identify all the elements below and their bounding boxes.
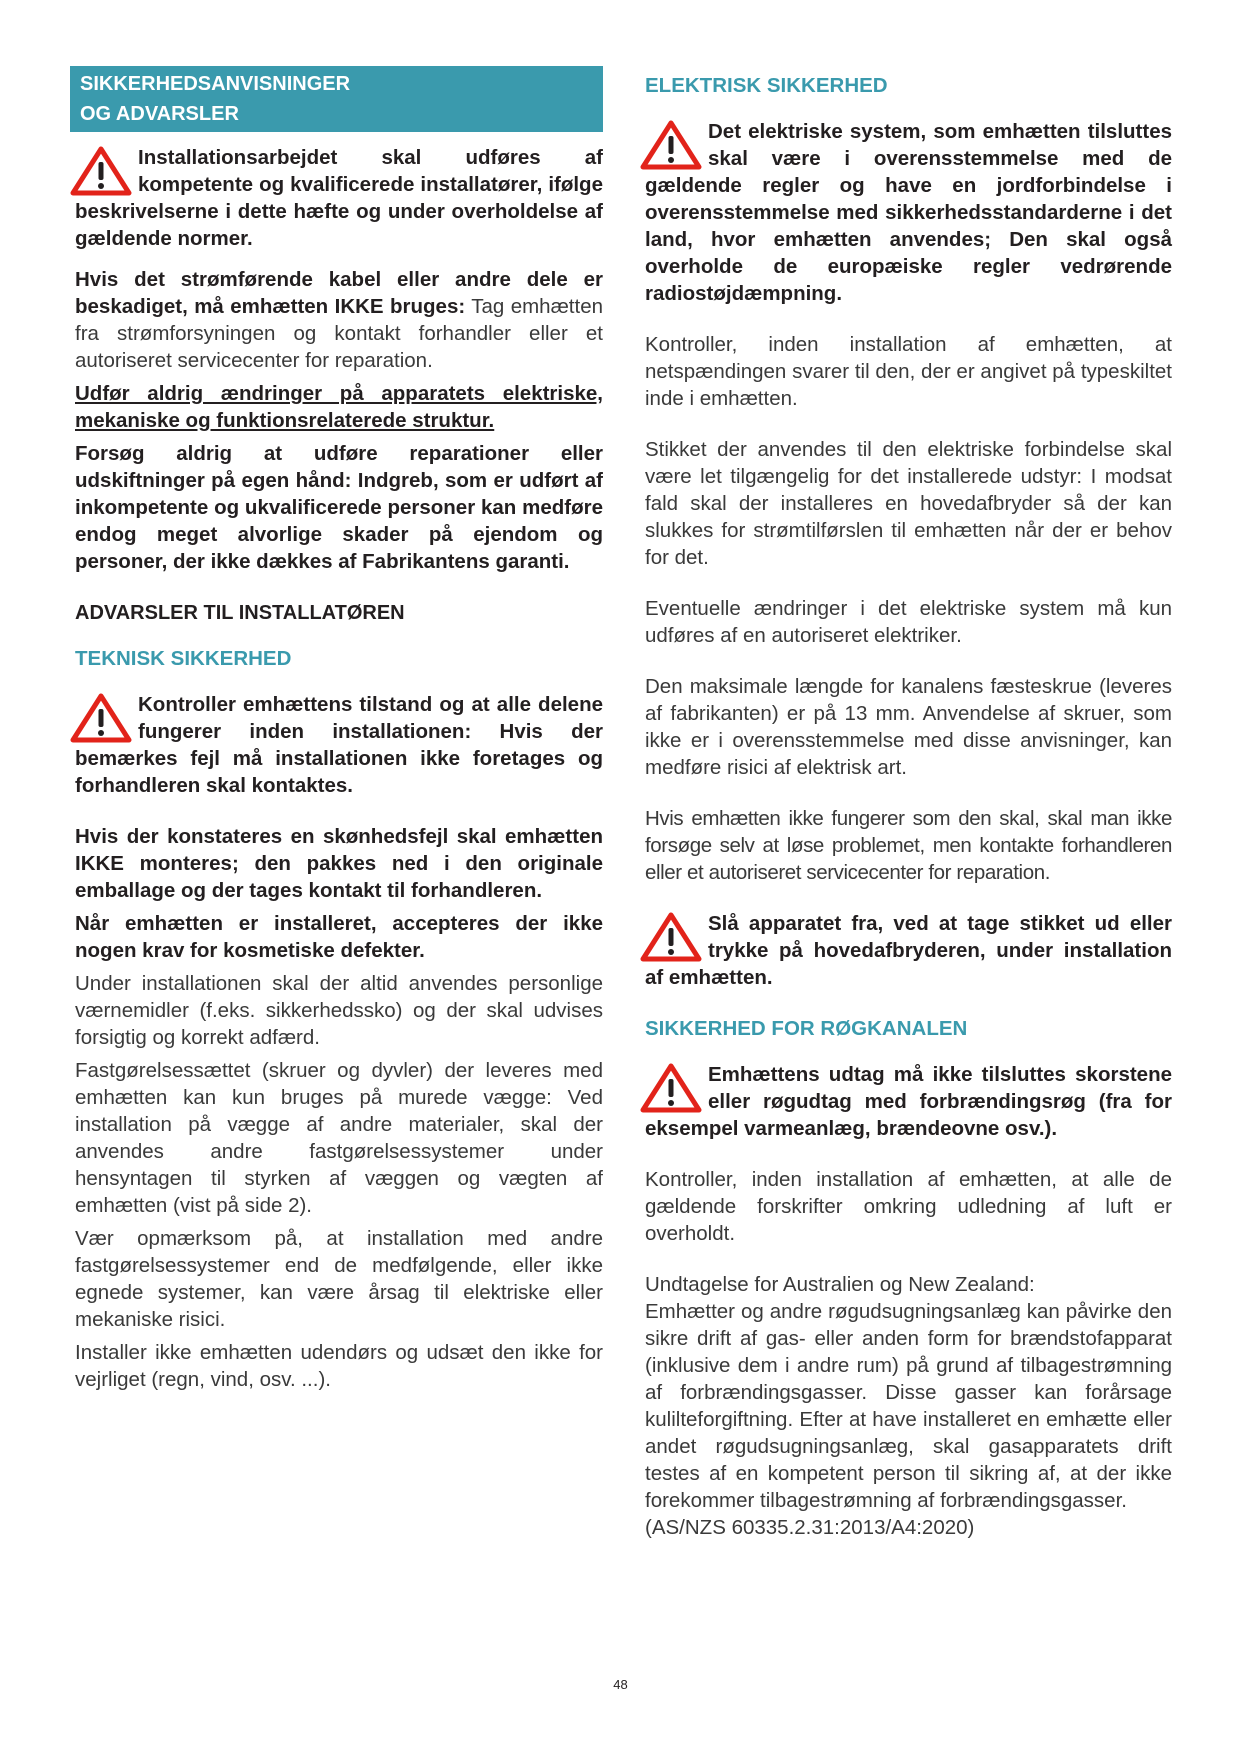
warning-block-check-condition <box>70 691 603 799</box>
paragraph-other-fixing: Vær opmærksom på, at installation med andre fastgørelsessystemer end de medfølgende, eller ikke egnede systemer, kan være årsag til elektriske eller mekaniske risici. <box>75 1227 603 1331</box>
heading-technical-safety: TEKNISK SIKKERHED <box>75 647 292 670</box>
left-column <box>70 66 603 1399</box>
warning-text: Emhættens udtag må ikke tilsluttes skorstene eller røgudtag med forbrændingsrøg (fra for eksempel varmeanlæg, brændeovne osv.). <box>645 1063 1172 1140</box>
paragraph-never-repair: Forsøg aldrig at udføre reparationer eller udskiftninger på egen hånd: Indgreb, som er udført af inkompetente og ukvalificerede personer kan medføre endog meget alvorlige skader på ejendom og personer, der ikke dækkes af Fabrikantens garanti. <box>75 442 603 573</box>
warning-text: Det elektriske system, som emhætten tilsluttes skal være i overensstemmelse med de gældende regler og have en jordforbindelse i overensstemmelse med sikkerhedsstandarderne i det land, hvor emhætten anvendes; Den skal også overholde de europæiske regler vedrørende radiostøjdæmpning. <box>645 120 1172 305</box>
paragraph-protective-equipment: Under installationen skal der altid anvendes personlige værnemidler (f.eks. sikkerhedssko) og der skal udvises forsigtig og korrekt adfærd. <box>75 972 603 1049</box>
right-column <box>640 66 1172 1547</box>
paragraph-cosmetic-defect: Hvis der konstateres en skønhedsfejl skal emhætten IKKE monteres; den pakkes ned i den originale emballage og der tages kontakt til forhandleren. <box>75 825 603 902</box>
heading-electrical-safety: ELEKTRISK SIKKERHED <box>645 74 888 97</box>
warning-text: Kontroller emhættens tilstand og at alle delene fungerer inden installationen: Hvis der bemærkes fejl må installationen ikke foretages og forhandleren skal kontaktes. <box>75 693 603 797</box>
warning-text: Slå apparatet fra, ved at tage stikket ud eller trykke på hovedafbryderen, under installation af emhætten. <box>645 912 1172 989</box>
bold-text: Hvis det strømførende kabel eller andre dele er beskadiget, må emhætten IKKE bruges: <box>75 268 603 318</box>
paragraph-fixing-kit: Fastgørelsessættet (skruer og dyvler) der leveres med emhætten kan kun bruges på murede vægge: Ved installation på vægge af andre materialer, skal der anvendes andre fastgørelsessystemer under hensyntagen til styrken af væggen og vægten af emhætten (vist på side 2). <box>75 1059 603 1217</box>
paragraph-standard-reference: (AS/NZS 60335.2.31:2013/A4:2020) <box>645 1516 975 1539</box>
warning-block-installation <box>70 144 603 252</box>
warning-triangle-icon <box>640 120 702 170</box>
section-banner: SIKKERHEDSANVISNINGER OG ADVARSLER <box>70 66 603 132</box>
warning-text: Installationsarbejdet skal udføres af kompetente og kvalificerede installatører, ifølge beskrivelserne i dette hæfte og under overholdelse af gældende normer. <box>75 146 603 250</box>
warning-triangle-icon <box>640 1063 702 1113</box>
page-number: 48 <box>613 1677 628 1692</box>
warning-block-disconnect <box>640 910 1172 991</box>
warning-triangle-icon <box>70 693 132 743</box>
paragraph-outdoor: Installer ikke emhætten udendørs og udsæt den ikke for vejrliget (regn, vind, osv. ...). <box>75 1341 603 1391</box>
paragraph-never-modify: Udfør aldrig ændringer på apparatets elektriske, mekaniske og funktionsrelaterede struktur. <box>75 382 603 432</box>
heading-smoke-duct-safety: SIKKERHED FOR RØGKANALEN <box>645 1017 968 1040</box>
paragraph-voltage-check: Kontroller, inden installation af emhætten, at netspændingen svarer til den, der er angivet på typeskiltet inde i emhætten. <box>645 333 1172 410</box>
paragraph-no-claims: Når emhætten er installeret, accepteres der ikke nogen krav for kosmetiske defekter. <box>75 912 603 962</box>
paragraph-not-working: Hvis emhætten ikke fungerer som den skal, skal man ikke forsøge selv at løse problemet, men kontakte forhandleren eller et autoriseret servicecenter for reparation. <box>645 807 1172 884</box>
paragraph-exception-title: Undtagelse for Australien og New Zealand: <box>645 1273 1035 1296</box>
paragraph-exception-body: Emhætter og andre røgudsugningsanlæg kan påvirke den sikre drift af gas- eller anden form for brændstofapparat (inklusive dem i andre rum) på grund af tilbagestrømning af forbrændingsgasser. Disse gasser kan forårsage kulilteforgiftning. Efter at have installeret en emhætte eller andet røgudsugningsanlæg, skal gasapparatets drift testes af en kompetent person til sikring af, at der ikke forekommer tilbagestrømning af forbrændingsgasser. <box>645 1300 1172 1512</box>
paragraph-air-discharge: Kontroller, inden installation af emhætten, at alle de gældende forskrifter omkring udledning af luft er overholdt. <box>645 1168 1172 1245</box>
heading-installer-warnings: ADVARSLER TIL INSTALLATØREN <box>75 602 405 624</box>
light-text: Tag emhætten fra strømforsyningen og kontakt forhandler eller et autoriseret servicecenter for reparation. <box>75 295 603 372</box>
warning-block-electrical-system <box>640 118 1172 307</box>
paragraph-electrician: Eventuelle ændringer i det elektriske system må kun udføres af en autoriseret elektriker. <box>645 597 1172 647</box>
warning-block-chimney <box>640 1061 1172 1142</box>
paragraph-damaged-cable <box>70 266 603 374</box>
warning-triangle-icon <box>70 146 132 196</box>
paragraph-plug-access: Stikket der anvendes til den elektriske forbindelse skal være let tilgængelig for det installerede udstyr: I modsat fald skal der installeres en hovedafbryder så der kan slukkes for strømtilførslen til emhætten når der er behov for det. <box>645 438 1172 569</box>
warning-triangle-icon <box>640 912 702 962</box>
paragraph-screw-length: Den maksimale længde for kanalens fæsteskrue (leveres af fabrikanten) er på 13 mm. Anvendelse af skruer, som ikke er i overensstemmelse med disse anvisninger, kan medføre risici af elektrisk art. <box>645 675 1172 779</box>
